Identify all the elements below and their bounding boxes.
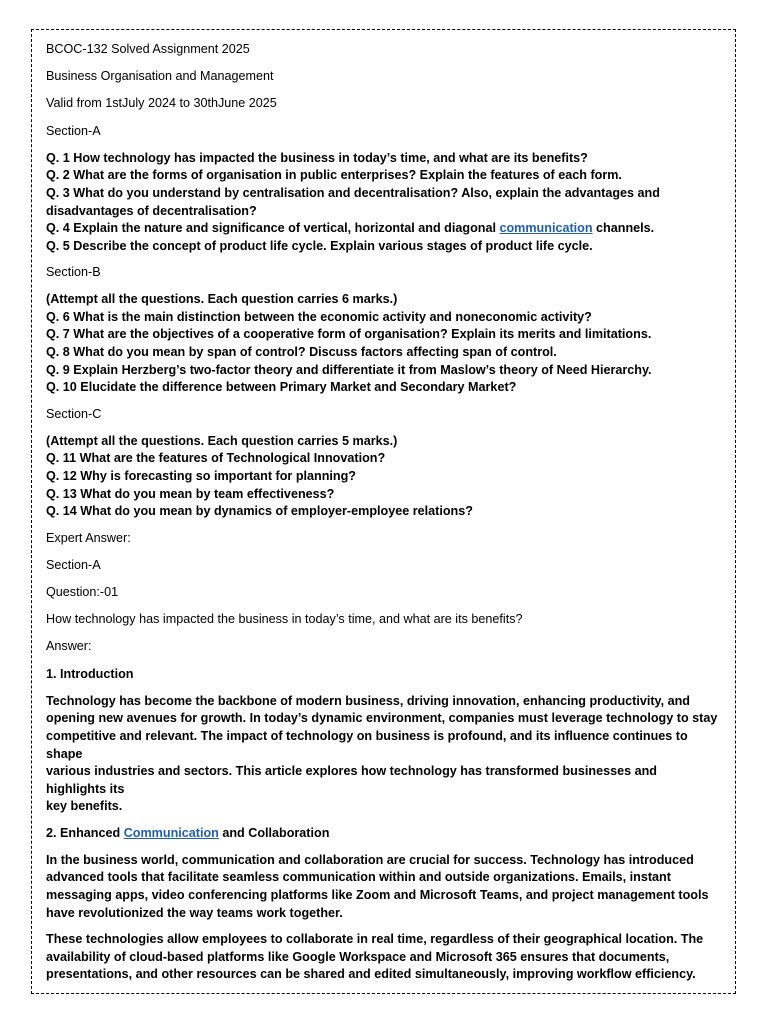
question-line: Q. 8 What do you mean by span of control? Discuss factors affecting span of control. [46, 345, 557, 360]
question-line: Q. 12 Why is forecasting so important for planning? [46, 469, 356, 484]
section-b-instruction: (Attempt all the questions. Each question carries 6 marks.) [46, 292, 398, 307]
question-line: Q. 5 Describe the concept of product life cycle. Explain various stages of product life cycle. [46, 238, 593, 253]
expert-answer-label: Expert Answer: [46, 530, 131, 545]
intro-paragraph [46, 693, 718, 816]
question-line: Q. 13 What do you mean by team effectiveness? [46, 486, 335, 501]
question-line: Q. 1 How technology has impacted the business in today’s time, and what are its benefits? [46, 150, 588, 165]
paragraph-line: have revolutionized the way teams work together. [46, 905, 343, 920]
section-c-heading: Section-C [46, 406, 102, 421]
section-a-heading: Section-A [46, 123, 101, 138]
communication-link[interactable]: communication [499, 221, 593, 236]
collaboration-paragraph [46, 852, 718, 922]
intro-heading: 1. Introduction [46, 666, 134, 681]
paragraph-line: key benefits. [46, 799, 123, 814]
q4-text-after: channels. [592, 221, 655, 236]
communication-heading-link[interactable]: Communication [123, 825, 219, 840]
paragraph-line: advanced tools that facilitate seamless communication within and outside organizations. Emails, instant [46, 870, 671, 885]
question-line: Q. 2 What are the forms of organisation in public enterprises? Explain the features of each form. [46, 168, 622, 183]
paragraph-line: availability of cloud-based platforms like Google Workspace and Microsoft 365 ensures that documents, [46, 949, 670, 964]
section-c-instruction: (Attempt all the questions. Each question carries 5 marks.) [46, 433, 398, 448]
paragraph-line: competitive and relevant. The impact of technology on business is profound, and its influence continues to shape [46, 728, 688, 761]
question-line: Q. 3 What do you understand by centralisation and decentralisation? Also, explain the advantages and [46, 185, 660, 200]
question-number-label: Question:-01 [46, 584, 119, 599]
question-line: Q. 11 What are the features of Technological Innovation? [46, 451, 386, 466]
question-line-q4 [46, 220, 718, 238]
paragraph-line: In the business world, communication and collaboration are crucial for success. Technology has introduced [46, 852, 694, 867]
answer-label: Answer: [46, 639, 92, 654]
section-a-questions [46, 150, 718, 256]
paragraph-line: messaging apps, video conferencing platforms like Zoom and Microsoft Teams, and project management tools [46, 888, 709, 903]
paragraph-line: Technology has become the backbone of modern business, driving innovation, enhancing productivity, and [46, 693, 690, 708]
heading-2-before: 2. Enhanced [46, 825, 124, 840]
question-line: Q. 9 Explain Herzberg’s two-factor theory and differentiate it from Maslow’s theory of Need Hierarchy. [46, 362, 652, 377]
question-line: disadvantages of decentralisation? [46, 203, 257, 218]
question-line: Q. 10 Elucidate the difference between Primary Market and Secondary Market? [46, 380, 517, 395]
question-line: Q. 7 What are the objectives of a cooperative form of organisation? Explain its merits and limitations. [46, 327, 652, 342]
validity-text: Valid from 1stJuly 2024 to 30thJune 2025 [46, 96, 277, 111]
realtime-paragraph [46, 931, 718, 984]
document-title: BCOC-132 Solved Assignment 2025 [46, 42, 250, 56]
section-c-questions [46, 433, 718, 521]
question-line: Q. 6 What is the main distinction between the economic activity and noneconomic activity? [46, 309, 592, 324]
section-b-questions [46, 291, 718, 397]
collaboration-heading [46, 825, 718, 843]
section-b-heading: Section-B [46, 265, 101, 280]
paragraph-line: various industries and sectors. This article explores how technology has transformed businesses and highlights its [46, 764, 657, 796]
heading-2-after: and Collaboration [218, 825, 330, 840]
answer-section-heading: Section-A [46, 557, 101, 572]
paragraph-line: presentations, and other resources can be shared and edited simultaneously, improving workflow efficiency. [46, 967, 696, 982]
paragraph-line: These technologies allow employees to collaborate in real time, regardless of their geographical location. The [46, 932, 704, 947]
paragraph-line: opening new avenues for growth. In today’s dynamic environment, companies must leverage technology to stay [46, 711, 718, 726]
subject-title: Business Organisation and Management [46, 69, 274, 84]
question-line: Q. 14 What do you mean by dynamics of employer-employee relations? [46, 504, 473, 519]
q4-text-before: Q. 4 Explain the nature and significance of vertical, horizontal and diagonal [46, 221, 500, 236]
question-text: How technology has impacted the business in today’s time, and what are its benefits? [46, 612, 523, 627]
document-body [46, 41, 718, 993]
